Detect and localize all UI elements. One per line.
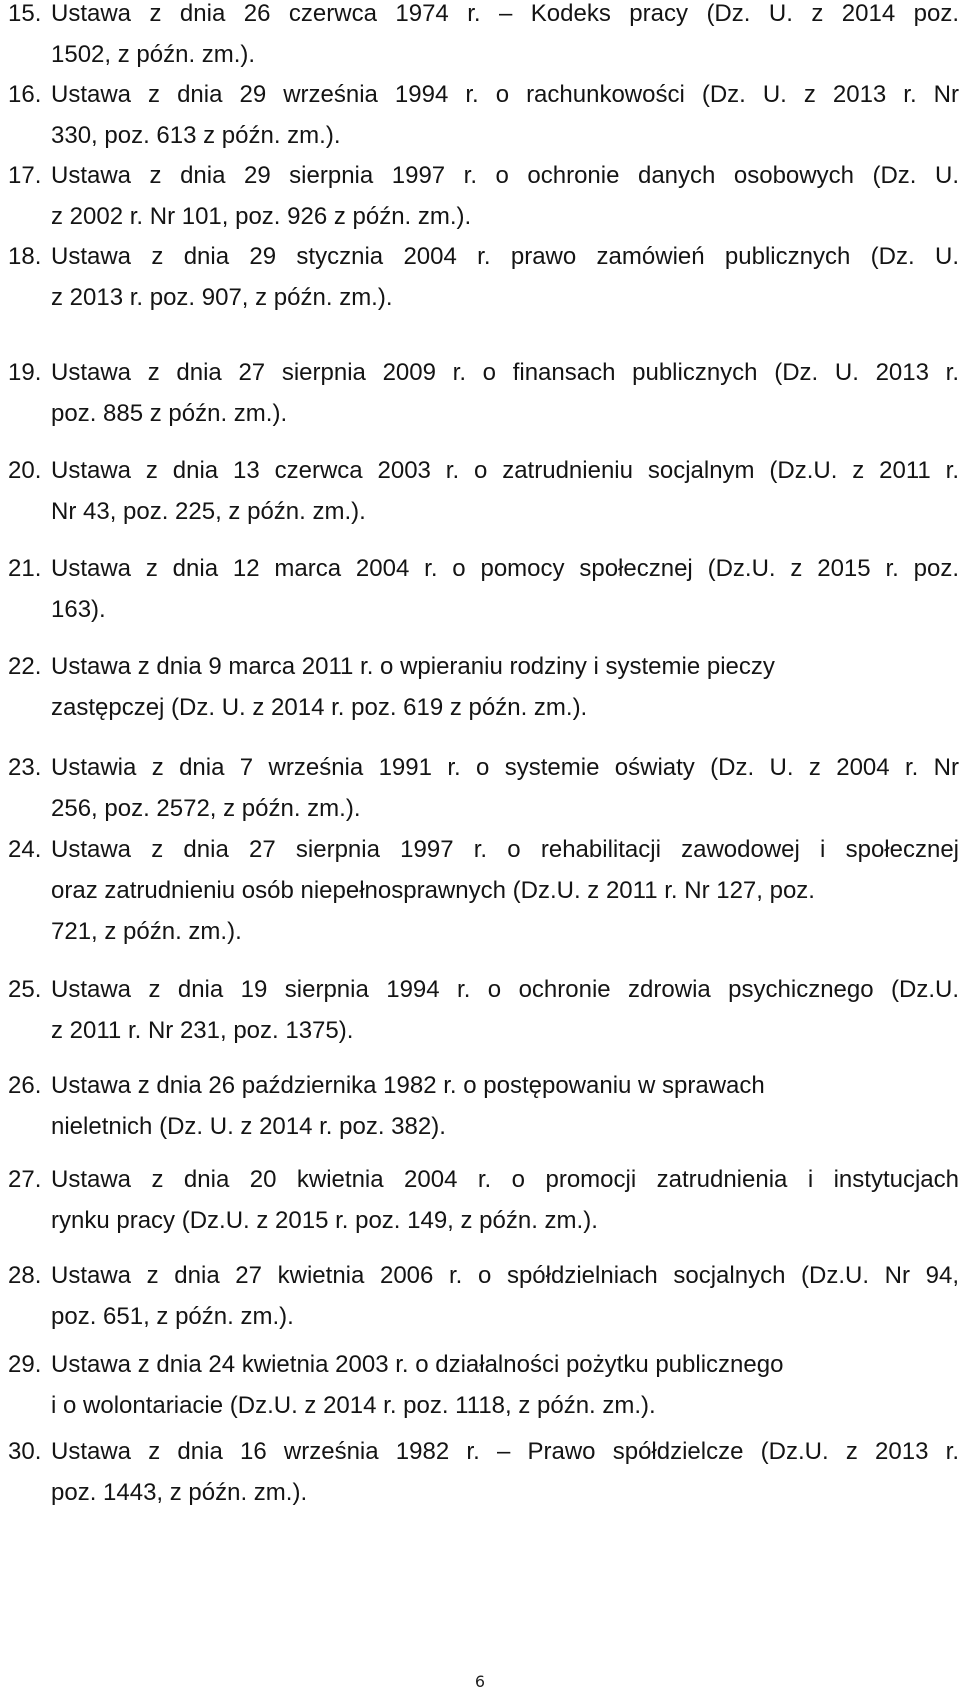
list-item-number: 21.	[8, 555, 42, 582]
list-item-line: poz. 885 z późn. zm.).	[51, 400, 288, 427]
list-item-number: 28.	[8, 1262, 42, 1289]
list-item-line: nieletnich (Dz. U. z 2014 r. poz. 382).	[51, 1113, 446, 1140]
list-item-line: 256, poz. 2572, z późn. zm.).	[51, 795, 361, 822]
list-item-number: 24.	[8, 836, 42, 863]
list-item-number: 16.	[8, 81, 42, 108]
list-item-line: Ustawa z dnia 27 sierpnia 2009 r. o finansach publicznych (Dz. U. 2013 r.	[51, 359, 959, 386]
list-item-number: 20.	[8, 457, 42, 484]
list-item-line: Ustawa z dnia 19 sierpnia 1994 r. o ochronie zdrowia psychicznego (Dz.U.	[51, 976, 959, 1003]
list-item-line: oraz zatrudnieniu osób niepełnosprawnych (Dz.U. z 2011 r. Nr 127, poz.	[51, 877, 815, 904]
list-item-number: 26.	[8, 1072, 42, 1099]
list-item-line: i o wolontariacie (Dz.U. z 2014 r. poz. 1118, z późn. zm.).	[51, 1392, 656, 1419]
list-item-line: Ustawa z dnia 16 września 1982 r. – Prawo spółdzielcze (Dz.U. z 2013 r.	[51, 1438, 959, 1465]
list-item-number: 23.	[8, 754, 42, 781]
list-item-line: z 2013 r. poz. 907, z późn. zm.).	[51, 284, 393, 311]
list-item-line: zastępczej (Dz. U. z 2014 r. poz. 619 z późn. zm.).	[51, 694, 588, 721]
list-item-line: Ustawa z dnia 27 sierpnia 1997 r. o rehabilitacji zawodowej i społecznej	[51, 836, 959, 863]
list-item-line: z 2002 r. Nr 101, poz. 926 z późn. zm.).	[51, 203, 472, 230]
list-item-line: Ustawa z dnia 26 czerwca 1974 r. – Kodeks pracy (Dz. U. z 2014 poz.	[51, 0, 959, 27]
list-item-number: 22.	[8, 653, 42, 680]
list-item-line: Ustawa z dnia 29 sierpnia 1997 r. o ochronie danych osobowych (Dz. U.	[51, 162, 959, 189]
list-item-number: 27.	[8, 1166, 42, 1193]
list-item-line: 1502, z późn. zm.).	[51, 41, 256, 68]
list-item-number: 18.	[8, 243, 42, 270]
list-item-line: Ustawa z dnia 12 marca 2004 r. o pomocy społecznej (Dz.U. z 2015 r. poz.	[51, 555, 959, 582]
list-item-number: 17.	[8, 162, 42, 189]
list-item-line: z 2011 r. Nr 231, poz. 1375).	[51, 1017, 354, 1044]
list-item-number: 29.	[8, 1351, 42, 1378]
list-item-line: 163).	[51, 596, 106, 623]
list-item-number: 25.	[8, 976, 42, 1003]
list-item-line: 721, z późn. zm.).	[51, 918, 242, 945]
list-item-line: Ustawa z dnia 26 października 1982 r. o postępowaniu w sprawach	[51, 1072, 765, 1099]
list-item-line: rynku pracy (Dz.U. z 2015 r. poz. 149, z późn. zm.).	[51, 1207, 598, 1234]
list-item-line: Ustawa z dnia 29 września 1994 r. o rachunkowości (Dz. U. z 2013 r. Nr	[51, 81, 959, 108]
list-item-line: Ustawa z dnia 20 kwietnia 2004 r. o promocji zatrudnienia i instytucjach	[51, 1166, 959, 1193]
list-item-line: Ustawa z dnia 27 kwietnia 2006 r. o spółdzielniach socjalnych (Dz.U. Nr 94,	[51, 1262, 959, 1289]
list-item-line: Ustawa z dnia 29 stycznia 2004 r. prawo zamówień publicznych (Dz. U.	[51, 243, 959, 270]
list-item-line: Nr 43, poz. 225, z późn. zm.).	[51, 498, 366, 525]
list-item-line: Ustawa z dnia 24 kwietnia 2003 r. o działalności pożytku publicznego	[51, 1351, 784, 1378]
list-item-number: 19.	[8, 359, 42, 386]
list-item-number: 15.	[8, 0, 42, 27]
list-item-line: 330, poz. 613 z późn. zm.).	[51, 122, 341, 149]
list-item-line: Ustawa z dnia 13 czerwca 2003 r. o zatrudnieniu socjalnym (Dz.U. z 2011 r.	[51, 457, 959, 484]
list-item-line: poz. 1443, z późn. zm.).	[51, 1479, 308, 1506]
list-item-line: Ustawa z dnia 9 marca 2011 r. o wpieraniu rodziny i systemie pieczy	[51, 653, 775, 680]
list-item-line: Ustawia z dnia 7 września 1991 r. o systemie oświaty (Dz. U. z 2004 r. Nr	[51, 754, 959, 781]
list-item-number: 30.	[8, 1438, 42, 1465]
page-number: 6	[474, 1672, 486, 1691]
list-item-line: poz. 651, z późn. zm.).	[51, 1303, 294, 1330]
